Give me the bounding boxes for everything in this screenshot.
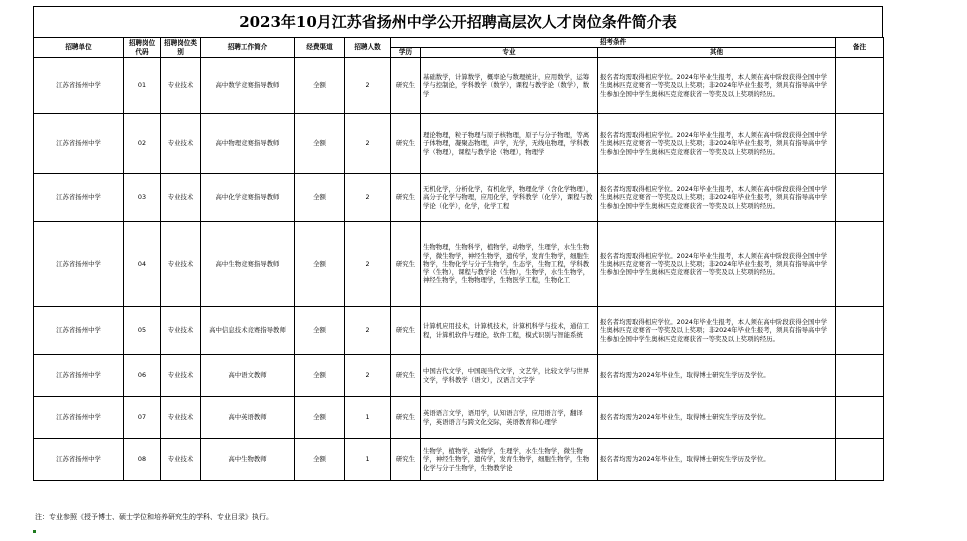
cell-major: 生物物理，生物科学，植物学，动物学，生理学，水生生物学，微生物学，神经生物学，遗传学，发育生物学，细胞生物学，生物化学与分子生物学，生态学，生物工程，学科教学（生物），课程与教学论（生物），生物学，水生生物学，神经生物学，生物物理学，生物医学工程，生物化工 [421, 222, 598, 307]
cell-remark [836, 355, 884, 397]
cell-desc: 高中英语教师 [201, 397, 295, 439]
cell-unit: 江苏省扬州中学 [34, 222, 124, 307]
cell-education: 研究生 [391, 58, 421, 114]
corner-mark [33, 530, 36, 533]
cell-funding: 全额 [295, 174, 345, 222]
cell-funding: 全额 [295, 114, 345, 174]
cell-count: 1 [345, 397, 391, 439]
cell-desc: 高中信息技术竞赛指导教师 [201, 307, 295, 355]
cell-other: 报名者均需为2024年毕业生，取得博士研究生学历及学位。 [598, 397, 836, 439]
cell-unit: 江苏省扬州中学 [34, 307, 124, 355]
cell-unit: 江苏省扬州中学 [34, 114, 124, 174]
cell-remark [836, 58, 884, 114]
cell-count: 1 [345, 439, 391, 481]
cell-education: 研究生 [391, 174, 421, 222]
cell-count: 2 [345, 58, 391, 114]
cell-remark [836, 114, 884, 174]
cell-unit: 江苏省扬州中学 [34, 174, 124, 222]
cell-funding: 全额 [295, 58, 345, 114]
header-other: 其他 [598, 48, 836, 58]
cell-major: 计算机应用技术，计算机技术，计算机科学与技术，通信工程，计算机软件与理论，软件工程，模式识别与智能系统 [421, 307, 598, 355]
cell-education: 研究生 [391, 397, 421, 439]
header-remarks: 备注 [836, 38, 884, 58]
table-row [34, 397, 884, 439]
cell-type: 专业技术 [161, 58, 201, 114]
cell-major: 无机化学，分析化学，有机化学，物理化学（含化学物理），高分子化学与物理，应用化学，学科教学（化学），课程与教学论（化学），化学，化学工程 [421, 174, 598, 222]
cell-count: 2 [345, 174, 391, 222]
cell-unit: 江苏省扬州中学 [34, 439, 124, 481]
table-row [34, 222, 884, 307]
table-row [34, 58, 884, 114]
cell-unit: 江苏省扬州中学 [34, 58, 124, 114]
position-table [33, 37, 884, 481]
header-education: 学历 [391, 48, 421, 58]
cell-remark [836, 174, 884, 222]
cell-count: 2 [345, 222, 391, 307]
header-major: 专业 [421, 48, 598, 58]
cell-remark [836, 397, 884, 439]
cell-major: 生物学，植物学，动物学，生理学，水生生物学，微生物学，神经生物学，遗传学，发育生物学，细胞生物学，生物化学与分子生物学，生物教学论 [421, 439, 598, 481]
header-count: 招聘人数 [345, 38, 391, 58]
header-post-type: 招聘岗位类别 [161, 38, 201, 58]
cell-desc: 高中物理竞赛指导教师 [201, 114, 295, 174]
recruitment-sheet [33, 6, 883, 481]
cell-education: 研究生 [391, 439, 421, 481]
cell-funding: 全额 [295, 355, 345, 397]
cell-education: 研究生 [391, 307, 421, 355]
cell-code: 03 [124, 174, 161, 222]
cell-other: 报名者均需取得相应学位。2024年毕业生报考，本人须在高中阶段获得全国中学生奥林匹克竞赛省一等奖及以上奖项；非2024年毕业生报考，须具有指导高中学生参加全国中学生奥林匹克竞赛获省一等奖及以上奖项的经历。 [598, 222, 836, 307]
cell-funding: 全额 [295, 222, 345, 307]
cell-other: 报名者均需取得相应学位。2024年毕业生报考，本人须在高中阶段获得全国中学生奥林匹克竞赛省一等奖及以上奖项；非2024年毕业生报考，须具有指导高中学生参加全国中学生奥林匹克竞赛获省一等奖及以上奖项的经历。 [598, 58, 836, 114]
table-row [34, 307, 884, 355]
cell-code: 06 [124, 355, 161, 397]
cell-education: 研究生 [391, 114, 421, 174]
cell-code: 02 [124, 114, 161, 174]
cell-major: 中国古代文学，中国现当代文学，文艺学，比较文学与世界文学，学科教学（语文），汉语言文字学 [421, 355, 598, 397]
table-row [34, 174, 884, 222]
cell-major: 理论物理，粒子物理与原子核物理，原子与分子物理，等离子体物理，凝聚态物理，声学，光学，无线电物理，学科教学（物理），课程与教学论（物理），物理学 [421, 114, 598, 174]
header-unit: 招聘单位 [34, 38, 124, 58]
cell-code: 08 [124, 439, 161, 481]
cell-other: 报名者均需取得相应学位。2024年毕业生报考，本人须在高中阶段获得全国中学生奥林匹克竞赛省一等奖及以上奖项；非2024年毕业生报考，须具有指导高中学生参加全国中学生奥林匹克竞赛获省一等奖及以上奖项的经历。 [598, 174, 836, 222]
cell-type: 专业技术 [161, 439, 201, 481]
cell-desc: 高中化学竞赛指导教师 [201, 174, 295, 222]
cell-type: 专业技术 [161, 355, 201, 397]
cell-type: 专业技术 [161, 174, 201, 222]
table-row [34, 114, 884, 174]
cell-type: 专业技术 [161, 397, 201, 439]
cell-code: 01 [124, 58, 161, 114]
table-row [34, 439, 884, 481]
cell-desc: 高中生物竞赛指导教师 [201, 222, 295, 307]
cell-remark [836, 439, 884, 481]
cell-other: 报名者均需为2024年毕业生，取得博士研究生学历及学位。 [598, 439, 836, 481]
header-job-desc: 招聘工作简介 [201, 38, 295, 58]
cell-desc: 高中数学竞赛指导教师 [201, 58, 295, 114]
cell-unit: 江苏省扬州中学 [34, 355, 124, 397]
cell-desc: 高中语文教师 [201, 355, 295, 397]
cell-funding: 全额 [295, 307, 345, 355]
cell-count: 2 [345, 114, 391, 174]
cell-code: 05 [124, 307, 161, 355]
cell-funding: 全额 [295, 397, 345, 439]
cell-desc: 高中生物教师 [201, 439, 295, 481]
table-row [34, 355, 884, 397]
header-conditions: 招考条件 [391, 38, 836, 48]
cell-count: 2 [345, 307, 391, 355]
cell-education: 研究生 [391, 222, 421, 307]
cell-unit: 江苏省扬州中学 [34, 397, 124, 439]
cell-remark [836, 222, 884, 307]
cell-major: 基础数学，计算数学，概率论与数理统计，应用数学，运筹学与控制论，学科教学（数学），课程与教学论（数学），数学 [421, 58, 598, 114]
page-title: 2023年10月江苏省扬州中学公开招聘高层次人才岗位条件简介表 [33, 6, 883, 37]
cell-other: 报名者均需取得相应学位。2024年毕业生报考，本人须在高中阶段获得全国中学生奥林匹克竞赛省一等奖及以上奖项；非2024年毕业生报考，须具有指导高中学生参加全国中学生奥林匹克竞赛获省一等奖及以上奖项的经历。 [598, 114, 836, 174]
cell-other: 报名者均需取得相应学位。2024年毕业生报考，本人须在高中阶段获得全国中学生奥林匹克竞赛省一等奖及以上奖项；非2024年毕业生报考，须具有指导高中学生参加全国中学生奥林匹克竞赛获省一等奖及以上奖项的经历。 [598, 307, 836, 355]
cell-code: 07 [124, 397, 161, 439]
cell-type: 专业技术 [161, 222, 201, 307]
cell-education: 研究生 [391, 355, 421, 397]
cell-count: 2 [345, 355, 391, 397]
cell-code: 04 [124, 222, 161, 307]
cell-type: 专业技术 [161, 114, 201, 174]
footnote: 注：专业参照《授予博士、硕士学位和培养研究生的学科、专业目录》执行。 [35, 513, 273, 521]
cell-major: 英语语言文学，语用学，认知语言学，应用语言学，翻译学，英语语言与跨文化交际，英语教育和心理学 [421, 397, 598, 439]
cell-remark [836, 307, 884, 355]
cell-funding: 全额 [295, 439, 345, 481]
cell-other: 报名者均需为2024年毕业生，取得博士研究生学历及学位。 [598, 355, 836, 397]
header-funding: 经费渠道 [295, 38, 345, 58]
header-post-code: 招聘岗位代码 [124, 38, 161, 58]
cell-type: 专业技术 [161, 307, 201, 355]
